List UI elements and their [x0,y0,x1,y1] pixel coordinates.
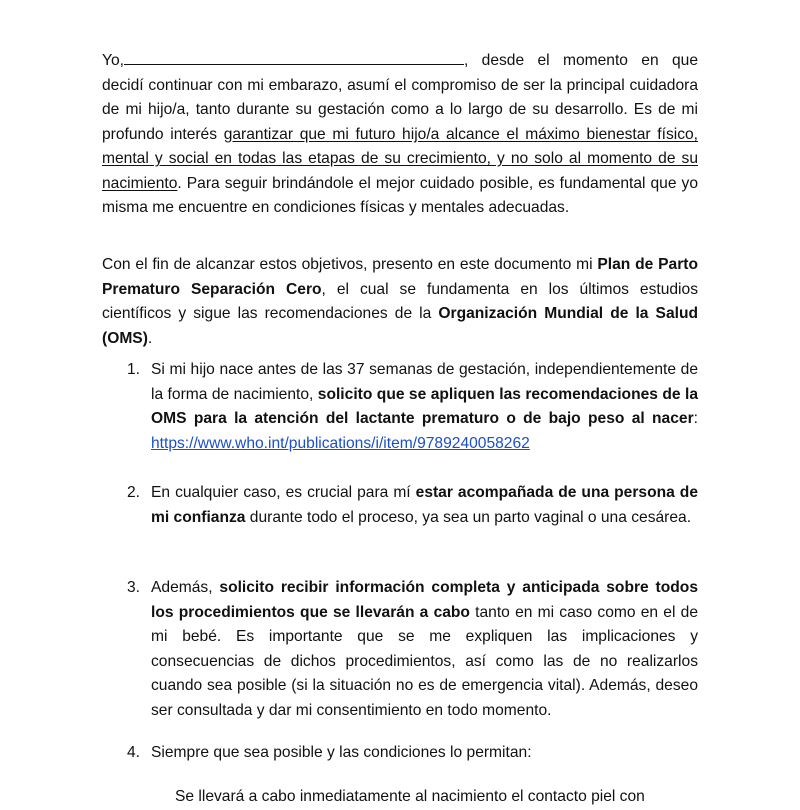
who-publication-link[interactable]: https://www.who.int/publications/i/item/9789240058262 [151,434,530,452]
name-blank-line[interactable] [124,48,464,65]
plan-text-1: Con el fin de alcanzar estos objetivos, presento en este documento mi [102,256,598,273]
list-item-4 [127,741,698,766]
list-item-text: En cualquier caso, es crucial para mí [151,484,416,501]
list-number: 1. [127,361,141,378]
plan-paragraph [102,253,698,351]
list-item-bold: solicito recibir información completa y anticipada sobre todos los procedimientos que se llevarán a cabo [151,579,698,621]
list-item-text: durante todo el proceso, ya sea un parto vaginal o una cesárea. [245,508,692,526]
list-number: 4. [127,744,141,761]
intro-lead: Yo, [102,52,124,69]
list-item-body [151,741,698,766]
list-item-body [151,576,698,723]
list-number: 3. [127,579,141,596]
cut-off-line: Se llevará a cabo inmediatamente al nacimiento el contacto piel con [175,788,645,805]
intro-tail: . Para seguir brindándole el mejor cuidado posible, es fundamental que yo misma me encuentre en condiciones físicas y mentales adecuadas. [102,174,698,216]
plan-title: Plan de Parto Prematuro Separación Cero [102,256,699,298]
oms-name: Organización Mundial de la Salud (OMS) [102,305,698,347]
list-item-3 [127,576,698,723]
list-number: 2. [127,484,141,501]
list-item-text: : [693,410,698,427]
list-item-text: tanto en mi caso como en el de mi bebé. Es importante que se me expliquen las implicaciones y consecuencias de dichos procedimientos, así como las de no realizarlos cuando sea posible (si la situación no es de emergencia vital). Además, deseo ser consultada y dar mi consentimiento en todo momento. [151,603,698,719]
intro-paragraph [102,48,698,221]
list-item-bold: estar acompañada de una persona de mi confianza [151,484,698,526]
list-item-text: Además, [151,579,220,596]
list-item-body [151,481,698,530]
list-item-text: Siempre que sea posible y las condiciones lo permitan: [151,744,532,761]
list-item-body [151,358,698,456]
list-item-text: Si mi hijo nace antes de las 37 semanas de gestación, independientemente de la forma de nacimiento, [151,361,698,403]
plan-text-3: . [147,329,153,347]
list-item-2 [127,481,698,530]
intro-underlined-text: garantizar que mi futuro hijo/a alcance el máximo bienestar físico, mental y social en todas las etapas de su crecimiento, y no solo al momento de su nacimiento [102,125,699,192]
intro-text: , desde el momento en que decidí continuar con mi embarazo, asumí el compromiso de ser la principal cuidadora de mi hijo/a, tanto durante su gestación como a lo largo de su desarrollo. Es de mi profundo interés [102,52,698,143]
list-item-1 [127,358,698,456]
plan-text-2: , el cual se fundamenta en los últimos estudios científicos y sigue las recomendaciones de la [102,280,698,322]
list-item-bold: solicito que se apliquen las recomendaciones de la OMS para la atención del lactante prematuro o de bajo peso al nacer [151,385,698,427]
